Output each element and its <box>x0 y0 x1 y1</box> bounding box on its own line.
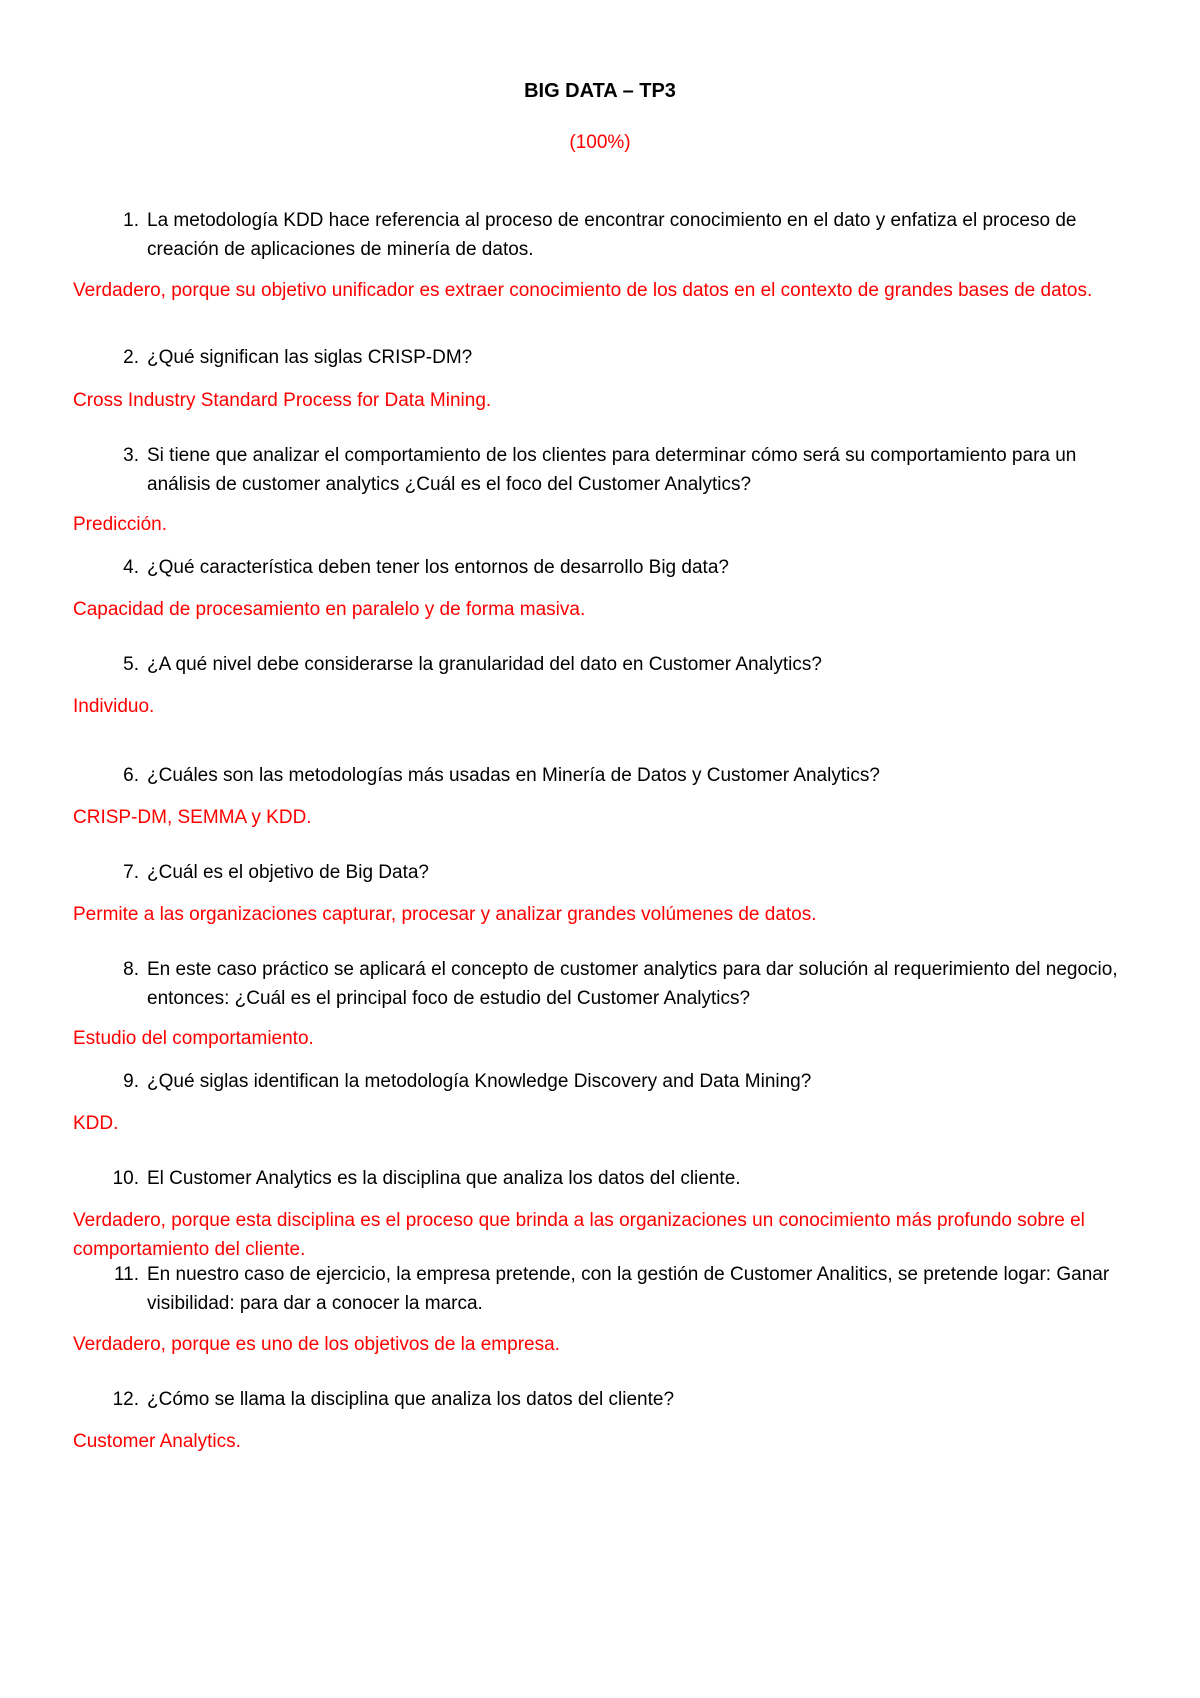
question-number: 3. <box>123 445 139 466</box>
question-10 <box>110 1164 1140 1193</box>
question-9 <box>110 1067 1140 1096</box>
question-number: 1. <box>123 210 139 231</box>
answer-4: Capacidad de procesamiento en paralelo y de forma masiva. <box>73 599 586 620</box>
question-text: ¿Qué siglas identifican la metodología Knowledge Discovery and Data Mining? <box>147 1071 812 1092</box>
answer-9: KDD. <box>73 1113 119 1134</box>
answer-2: Cross Industry Standard Process for Data Mining. <box>73 390 492 411</box>
answer-1: Verdadero, porque su objetivo unificador es extraer conocimiento de los datos en el contexto de grandes bases de datos. <box>73 280 1093 301</box>
question-text: En este caso práctico se aplicará el concepto de customer analytics para dar solución al requerimiento del negocio, entonces: ¿Cuál es el principal foco de estudio del Customer Analytics? <box>147 959 1118 1009</box>
question-number: 4. <box>123 557 139 578</box>
question-12 <box>110 1385 1140 1414</box>
question-number: 5. <box>123 654 139 675</box>
question-7 <box>110 858 1140 887</box>
question-number: 8. <box>123 959 139 980</box>
question-number: 2. <box>123 347 139 368</box>
question-number: 12. <box>112 1389 139 1410</box>
question-5 <box>110 650 1140 679</box>
question-text: La metodología KDD hace referencia al proceso de encontrar conocimiento en el dato y enfatiza el proceso de creación de aplicaciones de minería de datos. <box>147 210 1077 260</box>
answer-10: Verdadero, porque esta disciplina es el proceso que brinda a las organizaciones un conocimiento más profundo sobre el comportamiento del cliente. <box>73 1210 1085 1260</box>
question-text: ¿Qué característica deben tener los entornos de desarrollo Big data? <box>147 557 729 578</box>
question-text: ¿Cuáles son las metodologías más usadas en Minería de Datos y Customer Analytics? <box>147 765 880 786</box>
question-11 <box>110 1260 1140 1318</box>
answer-7: Permite a las organizaciones capturar, procesar y analizar grandes volúmenes de datos. <box>73 904 817 925</box>
question-number: 10. <box>112 1168 139 1189</box>
question-number: 11. <box>113 1264 139 1285</box>
question-text: ¿A qué nivel debe considerarse la granularidad del dato en Customer Analytics? <box>147 654 822 675</box>
score-label: (100%) <box>569 132 631 153</box>
question-number: 6. <box>123 765 139 786</box>
question-2 <box>110 343 1140 372</box>
question-text: ¿Cómo se llama la disciplina que analiza los datos del cliente? <box>147 1389 675 1410</box>
question-text: El Customer Analytics es la disciplina que analiza los datos del cliente. <box>147 1168 741 1189</box>
question-text: ¿Cuál es el objetivo de Big Data? <box>147 862 429 883</box>
answer-8: Estudio del comportamiento. <box>73 1028 314 1049</box>
page-title: BIG DATA – TP3 <box>524 80 676 102</box>
question-4 <box>110 553 1140 582</box>
answer-6: CRISP-DM, SEMMA y KDD. <box>73 807 312 828</box>
question-1 <box>110 206 1140 264</box>
question-text: ¿Qué significan las siglas CRISP-DM? <box>147 347 473 368</box>
answer-5: Individuo. <box>73 696 155 717</box>
answer-11: Verdadero, porque es uno de los objetivos de la empresa. <box>73 1334 560 1355</box>
question-8 <box>110 955 1140 1013</box>
question-number: 9. <box>123 1071 139 1092</box>
question-text: Si tiene que analizar el comportamiento de los clientes para determinar cómo será su comportamiento para un análisis de customer analytics ¿Cuál es el foco del Customer Analytics? <box>147 445 1077 495</box>
question-6 <box>110 761 1140 790</box>
answer-3: Predicción. <box>73 514 167 535</box>
answer-12: Customer Analytics. <box>73 1431 241 1452</box>
question-3 <box>110 441 1140 499</box>
question-number: 7. <box>123 862 139 883</box>
question-text: En nuestro caso de ejercicio, la empresa pretende, con la gestión de Customer Analitics, se pretende logar: Ganar visibilidad: para dar a conocer la marca. <box>147 1264 1110 1314</box>
